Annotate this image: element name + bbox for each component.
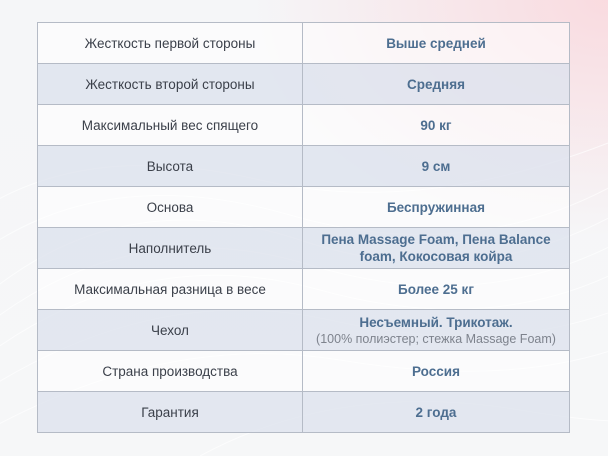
spec-value: 90 кг [420, 117, 452, 133]
spec-value: Несъемный. Трикотаж. [359, 314, 513, 330]
table-row [38, 350, 569, 391]
spec-label: Жесткость первой стороны [38, 23, 303, 63]
spec-label: Страна производства [38, 351, 303, 391]
spec-label: Максимальная разница в весе [38, 269, 303, 309]
table-row [38, 227, 569, 268]
spec-value: 9 см [421, 158, 451, 174]
spec-label: Чехол [38, 310, 303, 350]
spec-label: Жесткость второй стороны [38, 64, 303, 104]
spec-label: Высота [38, 146, 303, 186]
spec-label: Основа [38, 187, 303, 227]
spec-label: Максимальный вес спящего [38, 105, 303, 145]
specs-table [37, 22, 570, 433]
spec-value: Россия [412, 363, 460, 379]
spec-value-note: (100% полиэстер; стежка Massage Foam) [316, 331, 556, 346]
spec-value: Средняя [406, 76, 465, 92]
spec-value: 2 года [415, 404, 457, 420]
spec-label: Наполнитель [38, 228, 303, 268]
spec-value: Более 25 кг [398, 281, 474, 297]
spec-value: Беспружинная [386, 199, 485, 215]
table-row [38, 23, 569, 63]
spec-label: Гарантия [38, 392, 303, 432]
table-row [38, 391, 569, 432]
spec-value-cell [303, 310, 569, 350]
table-row [38, 104, 569, 145]
table-row [38, 63, 569, 104]
spec-value: Пена Massage Foam, Пена Balance foam, Кокосовая койра [321, 232, 551, 264]
table-row [38, 268, 569, 309]
table-row [38, 186, 569, 227]
spec-value: Выше средней [386, 35, 486, 51]
table-row [38, 309, 569, 350]
table-row [38, 145, 569, 186]
